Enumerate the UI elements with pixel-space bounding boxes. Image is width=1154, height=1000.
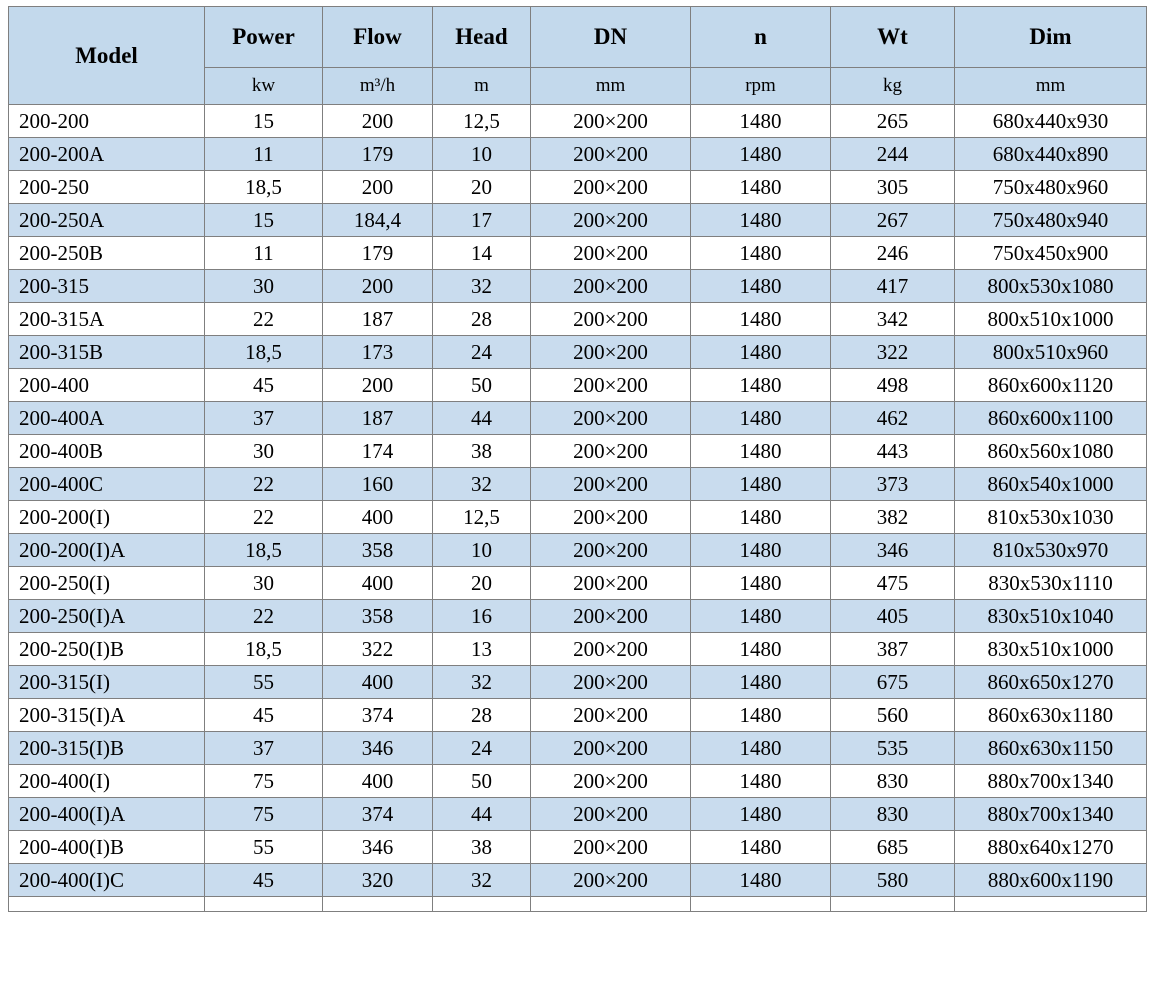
cell-n: 1480	[691, 864, 831, 897]
cell-dim: 800x510x1000	[955, 303, 1147, 336]
cell-dn: 200×200	[531, 435, 691, 468]
column-unit-head: m	[433, 68, 531, 105]
cell-flow: 320	[323, 864, 433, 897]
cell-model: 200-200	[9, 105, 205, 138]
cell-model: 200-250A	[9, 204, 205, 237]
cell-wt: 475	[831, 567, 955, 600]
cell-n: 1480	[691, 534, 831, 567]
cell-power: 30	[205, 567, 323, 600]
cell-wt: 373	[831, 468, 955, 501]
cell-model: 200-250(I)	[9, 567, 205, 600]
cell-dn: 200×200	[531, 732, 691, 765]
table-row	[9, 402, 1147, 435]
table-row	[9, 732, 1147, 765]
cell-dn: 200×200	[531, 336, 691, 369]
cell-dim: 860x600x1100	[955, 402, 1147, 435]
cell-power: 18,5	[205, 336, 323, 369]
cell-wt	[831, 897, 955, 912]
cell-dn: 200×200	[531, 270, 691, 303]
cell-power: 15	[205, 105, 323, 138]
cell-n	[691, 897, 831, 912]
cell-model: 200-250B	[9, 237, 205, 270]
cell-model: 200-250(I)A	[9, 600, 205, 633]
cell-power: 75	[205, 798, 323, 831]
cell-model: 200-400C	[9, 468, 205, 501]
cell-flow: 346	[323, 732, 433, 765]
cell-wt: 267	[831, 204, 955, 237]
cell-power: 37	[205, 402, 323, 435]
table-row	[9, 765, 1147, 798]
cell-wt: 265	[831, 105, 955, 138]
cell-head: 16	[433, 600, 531, 633]
cell-model: 200-400(I)B	[9, 831, 205, 864]
cell-power: 11	[205, 237, 323, 270]
cell-dim: 810x530x1030	[955, 501, 1147, 534]
cell-dn: 200×200	[531, 402, 691, 435]
cell-dim: 860x540x1000	[955, 468, 1147, 501]
cell-flow: 174	[323, 435, 433, 468]
table-body	[9, 105, 1147, 912]
cell-head: 50	[433, 765, 531, 798]
cell-dim	[955, 897, 1147, 912]
cell-dn: 200×200	[531, 798, 691, 831]
cell-wt: 417	[831, 270, 955, 303]
cell-head: 32	[433, 864, 531, 897]
cell-power: 37	[205, 732, 323, 765]
cell-model: 200-400B	[9, 435, 205, 468]
cell-dim: 830x510x1000	[955, 633, 1147, 666]
cell-power: 18,5	[205, 171, 323, 204]
cell-dim: 680x440x930	[955, 105, 1147, 138]
cell-head: 10	[433, 534, 531, 567]
cell-dn: 200×200	[531, 171, 691, 204]
table-row	[9, 435, 1147, 468]
table-row	[9, 798, 1147, 831]
cell-head: 20	[433, 171, 531, 204]
cell-n: 1480	[691, 798, 831, 831]
cell-wt: 382	[831, 501, 955, 534]
table-row	[9, 633, 1147, 666]
cell-power: 22	[205, 600, 323, 633]
cell-wt: 685	[831, 831, 955, 864]
cell-wt: 580	[831, 864, 955, 897]
cell-wt: 405	[831, 600, 955, 633]
cell-dn: 200×200	[531, 600, 691, 633]
cell-dim: 860x600x1120	[955, 369, 1147, 402]
cell-head: 17	[433, 204, 531, 237]
cell-dn: 200×200	[531, 534, 691, 567]
cell-n: 1480	[691, 303, 831, 336]
cell-flow: 200	[323, 270, 433, 303]
cell-power: 30	[205, 435, 323, 468]
cell-flow: 346	[323, 831, 433, 864]
cell-model: 200-315	[9, 270, 205, 303]
cell-power: 75	[205, 765, 323, 798]
cell-wt: 305	[831, 171, 955, 204]
cell-dn: 200×200	[531, 237, 691, 270]
cell-dim: 810x530x970	[955, 534, 1147, 567]
cell-dn: 200×200	[531, 765, 691, 798]
cell-dim: 750x480x960	[955, 171, 1147, 204]
column-unit-flow: m³/h	[323, 68, 433, 105]
cell-model: 200-400A	[9, 402, 205, 435]
cell-power: 55	[205, 831, 323, 864]
table-row	[9, 600, 1147, 633]
cell-head: 20	[433, 567, 531, 600]
column-header-model: Model	[9, 7, 205, 105]
cell-head: 50	[433, 369, 531, 402]
column-header-flow: Flow	[323, 7, 433, 68]
cell-head: 32	[433, 468, 531, 501]
cell-model: 200-315(I)	[9, 666, 205, 699]
cell-dim: 860x560x1080	[955, 435, 1147, 468]
cell-wt: 462	[831, 402, 955, 435]
cell-flow: 187	[323, 402, 433, 435]
cell-wt: 560	[831, 699, 955, 732]
table-row	[9, 468, 1147, 501]
cell-flow: 358	[323, 534, 433, 567]
cell-n: 1480	[691, 270, 831, 303]
cell-dn: 200×200	[531, 204, 691, 237]
column-header-power: Power	[205, 7, 323, 68]
cell-model: 200-400	[9, 369, 205, 402]
cell-dim: 750x450x900	[955, 237, 1147, 270]
cell-flow: 173	[323, 336, 433, 369]
cell-head: 38	[433, 435, 531, 468]
cell-power: 18,5	[205, 534, 323, 567]
cell-dim: 800x510x960	[955, 336, 1147, 369]
cell-dim: 830x530x1110	[955, 567, 1147, 600]
cell-head: 32	[433, 270, 531, 303]
cell-dn: 200×200	[531, 831, 691, 864]
cell-flow: 374	[323, 798, 433, 831]
cell-dn: 200×200	[531, 369, 691, 402]
column-unit-power: kw	[205, 68, 323, 105]
table-row	[9, 171, 1147, 204]
cell-dn	[531, 897, 691, 912]
cell-flow: 358	[323, 600, 433, 633]
cell-wt: 675	[831, 666, 955, 699]
cell-dim: 830x510x1040	[955, 600, 1147, 633]
cell-dn: 200×200	[531, 666, 691, 699]
cell-dn: 200×200	[531, 864, 691, 897]
cell-model: 200-315B	[9, 336, 205, 369]
column-header-head: Head	[433, 7, 531, 68]
cell-head: 13	[433, 633, 531, 666]
cell-dn: 200×200	[531, 468, 691, 501]
cell-flow: 400	[323, 501, 433, 534]
table-row	[9, 303, 1147, 336]
cell-model: 200-400(I)C	[9, 864, 205, 897]
cell-wt: 342	[831, 303, 955, 336]
cell-head: 44	[433, 402, 531, 435]
cell-n: 1480	[691, 369, 831, 402]
cell-head	[433, 897, 531, 912]
cell-wt: 830	[831, 765, 955, 798]
cell-power: 18,5	[205, 633, 323, 666]
cell-flow: 400	[323, 765, 433, 798]
cell-n: 1480	[691, 435, 831, 468]
cell-dim: 860x650x1270	[955, 666, 1147, 699]
cell-wt: 246	[831, 237, 955, 270]
cell-power: 22	[205, 468, 323, 501]
cell-dn: 200×200	[531, 303, 691, 336]
cell-dim: 750x480x940	[955, 204, 1147, 237]
cell-n: 1480	[691, 567, 831, 600]
cell-n: 1480	[691, 831, 831, 864]
cell-model: 200-400(I)A	[9, 798, 205, 831]
cell-flow: 200	[323, 105, 433, 138]
cell-head: 12,5	[433, 105, 531, 138]
cell-power: 22	[205, 303, 323, 336]
cell-wt: 322	[831, 336, 955, 369]
cell-flow: 400	[323, 666, 433, 699]
table-row	[9, 501, 1147, 534]
column-unit-wt: kg	[831, 68, 955, 105]
cell-head: 32	[433, 666, 531, 699]
table-header	[9, 7, 1147, 105]
cell-dim: 860x630x1180	[955, 699, 1147, 732]
cell-model: 200-315(I)A	[9, 699, 205, 732]
cell-power: 45	[205, 699, 323, 732]
cell-power: 55	[205, 666, 323, 699]
table-row	[9, 105, 1147, 138]
cell-head: 38	[433, 831, 531, 864]
column-unit-dn: mm	[531, 68, 691, 105]
table-row	[9, 666, 1147, 699]
cell-wt: 443	[831, 435, 955, 468]
cell-flow	[323, 897, 433, 912]
cell-head: 44	[433, 798, 531, 831]
cell-head: 28	[433, 699, 531, 732]
cell-dn: 200×200	[531, 501, 691, 534]
cell-n: 1480	[691, 105, 831, 138]
cell-wt: 387	[831, 633, 955, 666]
cell-power: 45	[205, 369, 323, 402]
cell-flow: 400	[323, 567, 433, 600]
cell-model: 200-250(I)B	[9, 633, 205, 666]
cell-n: 1480	[691, 402, 831, 435]
cell-n: 1480	[691, 237, 831, 270]
cell-flow: 179	[323, 138, 433, 171]
table-row	[9, 138, 1147, 171]
table-row-clipped	[9, 897, 1147, 912]
cell-flow: 200	[323, 171, 433, 204]
cell-flow: 200	[323, 369, 433, 402]
cell-n: 1480	[691, 204, 831, 237]
cell-head: 12,5	[433, 501, 531, 534]
cell-dim: 800x530x1080	[955, 270, 1147, 303]
cell-n: 1480	[691, 633, 831, 666]
cell-wt: 244	[831, 138, 955, 171]
cell-model: 200-315(I)B	[9, 732, 205, 765]
cell-dn: 200×200	[531, 699, 691, 732]
table-row	[9, 336, 1147, 369]
cell-model: 200-315A	[9, 303, 205, 336]
cell-n: 1480	[691, 765, 831, 798]
table-row	[9, 369, 1147, 402]
cell-head: 14	[433, 237, 531, 270]
table-row	[9, 534, 1147, 567]
cell-flow: 187	[323, 303, 433, 336]
table-row	[9, 270, 1147, 303]
cell-n: 1480	[691, 666, 831, 699]
cell-n: 1480	[691, 732, 831, 765]
table-row	[9, 831, 1147, 864]
table-row	[9, 864, 1147, 897]
cell-model	[9, 897, 205, 912]
header-row-titles	[9, 7, 1147, 68]
cell-power: 11	[205, 138, 323, 171]
cell-dn: 200×200	[531, 633, 691, 666]
cell-n: 1480	[691, 699, 831, 732]
cell-power: 22	[205, 501, 323, 534]
cell-flow: 160	[323, 468, 433, 501]
cell-dim: 860x630x1150	[955, 732, 1147, 765]
cell-dim: 880x700x1340	[955, 798, 1147, 831]
column-header-wt: Wt	[831, 7, 955, 68]
table-row	[9, 567, 1147, 600]
cell-power	[205, 897, 323, 912]
cell-wt: 830	[831, 798, 955, 831]
cell-dn: 200×200	[531, 105, 691, 138]
column-header-dim: Dim	[955, 7, 1147, 68]
cell-power: 45	[205, 864, 323, 897]
cell-n: 1480	[691, 171, 831, 204]
cell-dn: 200×200	[531, 567, 691, 600]
cell-n: 1480	[691, 138, 831, 171]
column-header-n: n	[691, 7, 831, 68]
cell-flow: 322	[323, 633, 433, 666]
pump-specification-table	[8, 6, 1147, 912]
cell-wt: 535	[831, 732, 955, 765]
cell-wt: 346	[831, 534, 955, 567]
table-row	[9, 237, 1147, 270]
cell-dim: 880x640x1270	[955, 831, 1147, 864]
cell-model: 200-200A	[9, 138, 205, 171]
cell-head: 10	[433, 138, 531, 171]
column-header-dn: DN	[531, 7, 691, 68]
column-unit-dim: mm	[955, 68, 1147, 105]
column-unit-n: rpm	[691, 68, 831, 105]
cell-dim: 880x700x1340	[955, 765, 1147, 798]
cell-flow: 374	[323, 699, 433, 732]
cell-head: 24	[433, 336, 531, 369]
cell-flow: 184,4	[323, 204, 433, 237]
cell-head: 24	[433, 732, 531, 765]
cell-model: 200-400(I)	[9, 765, 205, 798]
table-row	[9, 699, 1147, 732]
table-row	[9, 204, 1147, 237]
cell-model: 200-200(I)	[9, 501, 205, 534]
cell-head: 28	[433, 303, 531, 336]
cell-n: 1480	[691, 501, 831, 534]
cell-n: 1480	[691, 468, 831, 501]
cell-power: 15	[205, 204, 323, 237]
cell-model: 200-250	[9, 171, 205, 204]
cell-n: 1480	[691, 336, 831, 369]
cell-dim: 680x440x890	[955, 138, 1147, 171]
cell-dn: 200×200	[531, 138, 691, 171]
cell-model: 200-200(I)A	[9, 534, 205, 567]
cell-dim: 880x600x1190	[955, 864, 1147, 897]
cell-flow: 179	[323, 237, 433, 270]
cell-power: 30	[205, 270, 323, 303]
cell-wt: 498	[831, 369, 955, 402]
cell-n: 1480	[691, 600, 831, 633]
